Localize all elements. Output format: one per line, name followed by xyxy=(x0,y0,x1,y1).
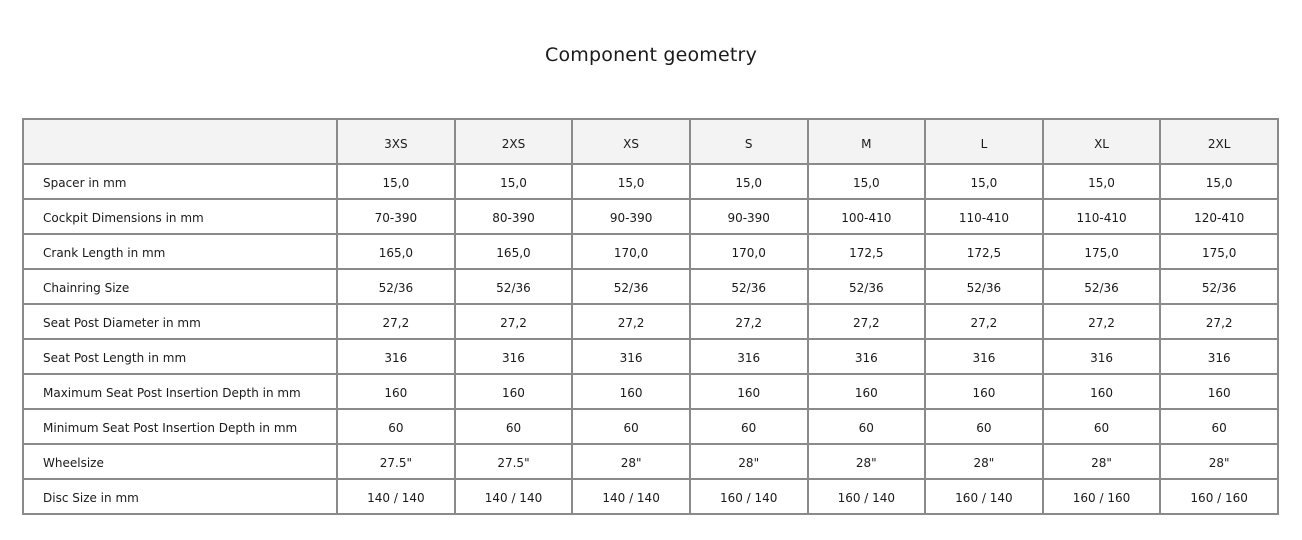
table-row xyxy=(23,164,1278,199)
cell-xl: 28" xyxy=(1043,444,1161,479)
cell-2xl: 60 xyxy=(1160,409,1278,444)
cell-l: 110-410 xyxy=(925,199,1043,234)
cell-l: 160 / 140 xyxy=(925,479,1043,514)
cell-3xs: 27.5" xyxy=(337,444,455,479)
cell-l: 28" xyxy=(925,444,1043,479)
cell-2xs: 316 xyxy=(455,339,573,374)
cell-m: 172,5 xyxy=(808,234,926,269)
cell-l: 52/36 xyxy=(925,269,1043,304)
cell-m: 60 xyxy=(808,409,926,444)
cell-l: 15,0 xyxy=(925,164,1043,199)
table-row xyxy=(23,234,1278,269)
cell-3xs: 165,0 xyxy=(337,234,455,269)
cell-xs: 160 xyxy=(572,374,690,409)
cell-s: 170,0 xyxy=(690,234,808,269)
cell-s: 90-390 xyxy=(690,199,808,234)
cell-s: 160 xyxy=(690,374,808,409)
row-label: Wheelsize xyxy=(23,444,337,479)
cell-3xs: 140 / 140 xyxy=(337,479,455,514)
cell-xl: 60 xyxy=(1043,409,1161,444)
cell-xl: 160 / 160 xyxy=(1043,479,1161,514)
cell-xs: 316 xyxy=(572,339,690,374)
header-size-3xs: 3XS xyxy=(337,119,455,164)
cell-l: 60 xyxy=(925,409,1043,444)
cell-2xs: 140 / 140 xyxy=(455,479,573,514)
cell-m: 160 / 140 xyxy=(808,479,926,514)
cell-xs: 52/36 xyxy=(572,269,690,304)
cell-xs: 28" xyxy=(572,444,690,479)
header-size-2xs: 2XS xyxy=(455,119,573,164)
row-label: Minimum Seat Post Insertion Depth in mm xyxy=(23,409,337,444)
row-label: Cockpit Dimensions in mm xyxy=(23,199,337,234)
cell-m: 100-410 xyxy=(808,199,926,234)
cell-2xl: 52/36 xyxy=(1160,269,1278,304)
cell-3xs: 60 xyxy=(337,409,455,444)
cell-xl: 110-410 xyxy=(1043,199,1161,234)
cell-s: 28" xyxy=(690,444,808,479)
row-label: Maximum Seat Post Insertion Depth in mm xyxy=(23,374,337,409)
cell-m: 52/36 xyxy=(808,269,926,304)
cell-2xs: 15,0 xyxy=(455,164,573,199)
table-body xyxy=(23,164,1278,514)
cell-2xl: 28" xyxy=(1160,444,1278,479)
row-label: Disc Size in mm xyxy=(23,479,337,514)
cell-3xs: 70-390 xyxy=(337,199,455,234)
cell-2xs: 165,0 xyxy=(455,234,573,269)
cell-2xl: 15,0 xyxy=(1160,164,1278,199)
cell-s: 160 / 140 xyxy=(690,479,808,514)
table-row xyxy=(23,479,1278,514)
table-row xyxy=(23,444,1278,479)
cell-m: 160 xyxy=(808,374,926,409)
header-size-l: L xyxy=(925,119,1043,164)
header-size-xl: XL xyxy=(1043,119,1161,164)
cell-2xs: 80-390 xyxy=(455,199,573,234)
cell-2xl: 160 xyxy=(1160,374,1278,409)
cell-m: 27,2 xyxy=(808,304,926,339)
cell-xs: 60 xyxy=(572,409,690,444)
page-title: Component geometry xyxy=(544,43,758,66)
cell-xl: 15,0 xyxy=(1043,164,1161,199)
header-size-s: S xyxy=(690,119,808,164)
cell-3xs: 27,2 xyxy=(337,304,455,339)
cell-xs: 170,0 xyxy=(572,234,690,269)
row-label: Spacer in mm xyxy=(23,164,337,199)
cell-2xs: 27.5" xyxy=(455,444,573,479)
table-row xyxy=(23,374,1278,409)
cell-2xl: 175,0 xyxy=(1160,234,1278,269)
geometry-table xyxy=(22,118,1279,515)
cell-xl: 52/36 xyxy=(1043,269,1161,304)
cell-xs: 90-390 xyxy=(572,199,690,234)
table-row xyxy=(23,339,1278,374)
cell-xs: 15,0 xyxy=(572,164,690,199)
cell-s: 52/36 xyxy=(690,269,808,304)
row-label: Seat Post Length in mm xyxy=(23,339,337,374)
cell-xs: 27,2 xyxy=(572,304,690,339)
cell-3xs: 52/36 xyxy=(337,269,455,304)
table-row xyxy=(23,199,1278,234)
header-corner-cell xyxy=(23,119,337,164)
cell-m: 28" xyxy=(808,444,926,479)
row-label: Crank Length in mm xyxy=(23,234,337,269)
header-size-xs: XS xyxy=(572,119,690,164)
header-row xyxy=(23,119,1278,164)
row-label: Chainring Size xyxy=(23,269,337,304)
cell-l: 172,5 xyxy=(925,234,1043,269)
cell-xl: 316 xyxy=(1043,339,1161,374)
cell-3xs: 160 xyxy=(337,374,455,409)
cell-l: 27,2 xyxy=(925,304,1043,339)
cell-2xl: 316 xyxy=(1160,339,1278,374)
cell-2xs: 27,2 xyxy=(455,304,573,339)
cell-2xl: 120-410 xyxy=(1160,199,1278,234)
cell-2xs: 52/36 xyxy=(455,269,573,304)
cell-m: 15,0 xyxy=(808,164,926,199)
cell-s: 15,0 xyxy=(690,164,808,199)
cell-2xl: 27,2 xyxy=(1160,304,1278,339)
table-row xyxy=(23,409,1278,444)
header-size-2xl: 2XL xyxy=(1160,119,1278,164)
cell-xl: 175,0 xyxy=(1043,234,1161,269)
cell-s: 27,2 xyxy=(690,304,808,339)
cell-2xl: 160 / 160 xyxy=(1160,479,1278,514)
cell-s: 60 xyxy=(690,409,808,444)
cell-xs: 140 / 140 xyxy=(572,479,690,514)
cell-l: 160 xyxy=(925,374,1043,409)
cell-xl: 27,2 xyxy=(1043,304,1161,339)
table-header xyxy=(23,119,1278,164)
cell-m: 316 xyxy=(808,339,926,374)
cell-xl: 160 xyxy=(1043,374,1161,409)
cell-2xs: 160 xyxy=(455,374,573,409)
table-row xyxy=(23,269,1278,304)
cell-3xs: 15,0 xyxy=(337,164,455,199)
cell-s: 316 xyxy=(690,339,808,374)
cell-2xs: 60 xyxy=(455,409,573,444)
table-row xyxy=(23,304,1278,339)
header-size-m: M xyxy=(808,119,926,164)
cell-l: 316 xyxy=(925,339,1043,374)
cell-3xs: 316 xyxy=(337,339,455,374)
row-label: Seat Post Diameter in mm xyxy=(23,304,337,339)
